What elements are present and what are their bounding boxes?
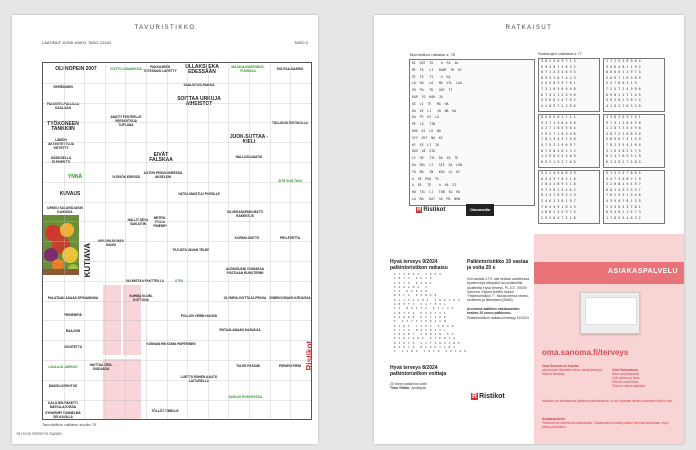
solution-row: KA VE LI JA NA RA <box>412 108 457 113</box>
ad-col1: Oma Sanoma on tarjoaa palvelukset tilanteille kertoo asiakirjoista ja hallinoi tilauksia <box>542 364 602 376</box>
solution-row: 3 1 6 4 8 2 5 7 9 <box>606 148 641 153</box>
right-page <box>374 15 684 444</box>
clue-c55: SYNKEMPI TUNNELMA SEI KAVILLA <box>45 411 81 419</box>
solution-row: 5 6 9 7 1 6 3 8 4 <box>606 75 641 80</box>
grid-line <box>43 142 311 143</box>
sudoku-solution-4 <box>603 114 665 168</box>
clue-c43: RAAJOIN <box>65 329 81 334</box>
solution-row: 6 7 1 2 3 4 8 9 5 <box>541 70 576 75</box>
solution-row: 7 6 4 5 9 1 8 2 3 <box>541 204 576 209</box>
customer-service-ad[interactable] <box>534 234 684 444</box>
grid-line <box>43 202 311 203</box>
solution-row: 2 4 5 8 3 9 7 6 1 <box>541 81 576 86</box>
ad-title: ASIAKASPALVELU <box>607 268 678 275</box>
solution-row: 2 9 5 8 4 7 5 1 6 <box>541 215 576 220</box>
solution-row: 7 8 2 5 3 1 9 4 6 <box>606 193 641 198</box>
clue-c10: SOITTAA URKUJA AIHEISTOT <box>177 95 221 107</box>
solution-row: 6 9 3 1 9 2 7 6 5 <box>541 159 576 164</box>
clue-c20: YLEISÖN EDESSÄ <box>112 175 140 180</box>
solution-row: A U T O K A R I <box>394 281 432 285</box>
solution-row: 6 1 3 9 2 7 5 8 4 <box>606 159 641 164</box>
solution-row: 3 4 6 2 3 8 1 9 7 <box>541 198 576 203</box>
solution-row: 1 7 2 5 3 8 9 6 4 <box>606 59 641 63</box>
solution-row: 7 8 2 3 5 9 1 6 4 <box>606 142 641 147</box>
solution-row: 6 9 8 2 2 7 1 4 5 <box>606 92 641 97</box>
clue-c44: RUTAALANAAN KAAVAIJA <box>219 328 261 333</box>
solution-row: T A R A I T A K T L A D <box>394 307 454 311</box>
grid-line <box>43 340 311 341</box>
clue-c46: KONNAN RIKKOMA PAPERINEN <box>146 342 196 347</box>
clue-c52: LUETTU ENNEN AAUTO LAITURELLA <box>180 375 218 383</box>
clue-c28: METRO-POLIA PINEMPI <box>153 216 167 228</box>
solution-row: 6 7 4 2 1 2 3 9 8 <box>541 92 576 97</box>
clue-c29: KORKKI-MATTO <box>234 236 260 241</box>
clue-c27: HALLIT-SEVA VAKUUTIN <box>127 218 149 226</box>
clue-c53: KALOJEN PAKETTI MATKA-AJOISSA <box>48 401 78 409</box>
prize-heading: Palkintoristikko 10 vastaa ja voita 20 e <box>467 259 529 271</box>
solution-row: TA MA IN KOS LA KI <box>412 169 460 174</box>
solution-row: 4 3 9 6 7 8 1 2 5 <box>606 198 641 203</box>
clue-c3: PAKKASEEN TOTESSASI LAPETTY <box>143 65 177 73</box>
ristikot-logo: R Ristikot <box>417 207 446 213</box>
clue-c32: MUU MAAILMAN SANOI <box>98 239 124 247</box>
crossword-solution <box>409 59 535 206</box>
puzzle-author: LAATINUT JUSSI HAKO, TASO 12140 <box>42 40 111 45</box>
solution-row: 8 7 5 8 4 6 1 3 2 <box>541 148 576 153</box>
clue-c17: EIVÄT FALSKAA <box>149 151 173 163</box>
winner-heading-2: Hyvä terveys 8/2024 palkintoristikon voittaja <box>390 365 447 377</box>
clue-c19: YNNÄ <box>67 174 83 181</box>
clue-c11: TYÖKONEEN TANKKIIN <box>47 120 79 132</box>
ad-header-band <box>534 262 684 284</box>
page-footer: 78 HYVÄ TERVEYS SUDEK <box>16 432 62 436</box>
solution-row: 5 4 7 3 6 8 2 1 9 <box>606 176 641 181</box>
solution-row: 4 3 8 2 6 9 7 5 1 <box>606 115 641 119</box>
clue-c47: LAULAJA JARKKO <box>48 365 78 370</box>
otavamedia-logo: Otavamedia <box>466 204 494 216</box>
clue-c1: OLI NOPEIN 2007 <box>55 66 97 73</box>
solution-row: 3 2 6 8 1 5 4 9 7 <box>606 182 641 187</box>
solution-row: KA DEL LI SIE SA LON <box>412 162 462 167</box>
solution-row: 1 8 6 2 3 4 9 7 5 <box>541 210 576 215</box>
grid-line <box>43 380 311 381</box>
sudoku-solution-6 <box>603 170 665 224</box>
solution-row: A N T O A U T O <box>394 277 432 281</box>
clue-c45: OSOITETTU <box>63 345 83 350</box>
solution-row: 5 2 1 4 5 6 8 3 9 <box>541 171 576 175</box>
solution-row: 1 2 9 8 5 4 3 6 9 <box>541 154 576 159</box>
winner-heading-1: Hyvä terveys 9/2024 palkintoristikon ratkaisu <box>390 259 448 271</box>
solution-row: 3 8 2 5 6 9 7 1 4 <box>541 59 576 63</box>
clue-c42: POLLEN VERBI HAVUSI <box>180 314 218 319</box>
clue-c15: LÄMÖN AKTIIVITETTOJA VIETETTY <box>48 138 74 150</box>
ad-url-link[interactable]: oma.sanoma.fi/terveys <box>542 348 629 357</box>
solution-row: PE LÄ TIN <box>412 122 436 127</box>
solution-row: LY HE TIL RA VA TE <box>412 156 459 161</box>
clue-c36: UTSII <box>174 279 184 284</box>
sudoku-solution-3 <box>538 114 600 168</box>
caption: Tavuristikon ratkaisu sivulla 79. <box>42 422 98 427</box>
laptop-illustration <box>580 292 640 334</box>
solution-row: SYY HYT NO KI <box>412 135 443 140</box>
grid-line <box>43 241 311 242</box>
solution-row: T A D A K A R <box>394 290 427 294</box>
solution-row: I L L O M A I R A T L <box>394 328 446 332</box>
solution-row: 8 6 8 6 1 2 9 7 3 <box>606 70 641 75</box>
solution-row: 5 9 4 8 7 1 6 3 2 <box>541 64 576 69</box>
grid-line <box>43 301 311 302</box>
solution-row: 8 9 3 1 6 7 4 2 5 <box>541 75 576 80</box>
clue-c9: PALKINTO-PALLILLA KAULAAN <box>46 102 80 110</box>
solution-row: E K E L Ä R I K O T A N A <box>394 346 455 350</box>
solution-row: SE LI TE MA HA <box>412 101 449 106</box>
grid-line <box>43 221 311 222</box>
solution-row: N I E T O S I T A N O I N E <box>394 341 460 345</box>
solution-row: S T O K E S A K K A <box>394 273 441 276</box>
ad-note-2: Asiakaspalvelu Palvelumme rakennettu asiakkaalle. Tilaamallasi lehdellä pääset helposti asioimaan myös yritys-palveluihin. <box>542 417 669 429</box>
solution-row: 2 5 9 6 4 3 7 8 1 <box>606 204 641 209</box>
ad-col2: Oma Sanomassa Näet omat tilaukset Voit vaihtaa ja tilata Päivitä omat tiedot Tilaa ja maksa laskuitta <box>612 368 646 388</box>
solution-row: PO PO TK VAT TI <box>412 88 453 93</box>
clue-c24: VATSA MAISTUU PORSLLE <box>178 192 220 197</box>
clue-c49: TULEE PASSIIN <box>236 364 260 369</box>
grid-line <box>43 360 311 361</box>
solution-row: A SE PUU TE <box>412 176 439 181</box>
grid-line <box>43 320 311 321</box>
puzzle-level: TASO 2 <box>294 40 308 45</box>
sudoku-solution-5 <box>538 170 600 224</box>
solution-row: 3 2 7 1 9 6 4 5 8 <box>541 120 576 125</box>
solution-row: R E L A P O N K E <box>394 294 437 298</box>
solution-row: 5 6 7 2 1 6 8 3 4 <box>606 131 641 136</box>
grid-line <box>43 281 311 282</box>
grid-line <box>43 182 311 183</box>
solution-row: 2 9 2 7 1 6 3 4 8 <box>541 131 576 136</box>
page-title: RATKAISUT <box>505 25 553 31</box>
solution-row: 1 2 8 7 3 5 4 9 6 <box>606 126 641 131</box>
ad-note: Haluatko sa tarvittaessa julkaista palvelutilanne Ja voit lopettaa lehden tilauksesi milloin vain. <box>542 399 674 403</box>
solution-row: 4 1 8 9 7 2 3 5 6 <box>541 103 576 108</box>
solution-row: Ä N E T I S A T E I L <box>394 303 446 307</box>
clue-c23: KUVAUS <box>59 191 81 198</box>
solution-row: 7 2 1 6 5 6 9 4 8 <box>541 86 576 91</box>
solution-row: I L I K O T A V U S A T U H <box>394 350 466 354</box>
solution-row: 8 2 4 7 6 5 3 1 9 <box>606 154 641 159</box>
grid-line <box>43 83 311 84</box>
solution-row: 2 8 4 2 8 9 5 1 8 <box>541 182 576 187</box>
solution-row: PI TE TI A KA <box>412 74 451 79</box>
solution-row: K O R I L S R O O M A R <box>394 324 454 328</box>
solution-row: 7 2 5 7 2 4 9 8 6 <box>606 86 641 91</box>
solution-row: KAP TO HAR JA <box>412 94 443 99</box>
side-logo: Ristikot <box>305 341 314 371</box>
clue-c16: KÄSIKSELLA ELEMENTTI <box>50 156 72 164</box>
solution-row: 7 8 1 5 4 3 2 9 6 <box>541 137 576 142</box>
solution-row: LO HO LO MA VIL LAA <box>412 81 462 86</box>
solution-row: KA PY KY LÄ <box>412 115 439 120</box>
solution-row: 8 6 1 4 9 2 3 5 7 <box>606 187 641 192</box>
clue-c39: OLYMPIA-VOITTAJA PEKKA <box>223 296 267 301</box>
clue-c50: PIENENI PIENI <box>279 364 301 369</box>
solution-row: 9 7 3 8 1 5 4 6 2 <box>541 187 576 192</box>
clue-c2: VOITTO-VAMAKKSIA <box>110 67 142 72</box>
solution-row: E S O I T T O R A A N <box>394 320 446 324</box>
clue-c12: ANATTI PENTEELLE VERSIOITSIJA TUPLANA <box>110 115 142 127</box>
prize-crossword-solution <box>392 273 466 357</box>
solution-row: KY SE LI JÄ <box>412 142 439 147</box>
solution-row: 3 5 6 4 8 7 1 9 2 <box>606 64 641 69</box>
solution-row: K O K O U K S A T E R I A <box>394 337 455 341</box>
solution-row: 3 2 7 1 8 5 5 6 4 <box>541 126 576 131</box>
solution-row: 2 4 7 8 6 3 1 9 <box>606 81 637 86</box>
crossword-grid[interactable] <box>42 62 312 420</box>
clue-c40: ENNEN DISAKE-KIRJASSA <box>269 296 311 301</box>
clue-c54: JOSKUS PUSEROSSA <box>227 395 262 400</box>
solution-row: RUS KI LU NO <box>412 128 441 133</box>
clue-c34: AUDIOSUANI VOIMAKSA POSTIAAN RUNOTERMI <box>225 267 265 275</box>
sol2-label: Sudokujen ratkaisut s.77 <box>538 51 582 56</box>
solution-row: RÄS VÄ SIU <box>412 149 436 154</box>
winner-text: 20 euron palkinnon voitti Timo Ylitalo, Jyväskylä. <box>390 382 427 391</box>
grid-line <box>43 122 311 123</box>
solution-row: A SE TE A VA SI <box>412 183 457 188</box>
clue-c13: TÄLLÄKIN RISTIKOLLA <box>272 121 308 126</box>
solution-row: 6 9 4 8 2 1 5 7 3 <box>606 210 641 215</box>
clue-c25: URKKU SALAVIDJAKIN KAIKISSA <box>47 206 83 214</box>
clue-c6: SOUTAA-SAARIO <box>276 67 304 72</box>
solution-row: 9 7 5 1 2 8 4 3 6 <box>606 120 641 125</box>
solution-row: A A R R E O S T I R E <box>394 315 446 319</box>
solution-row: 8 4 6 5 8 2 7 1 1 <box>541 115 576 119</box>
clue-c56: TÖLLÖT-TIMELLE <box>151 409 179 414</box>
clue-c38: KUHMA KUUM-KOTTONA <box>129 294 153 302</box>
solution-row: P A K A N A T <box>394 285 427 289</box>
fruit-photo <box>43 215 79 275</box>
clue-c18: HALLUSI-NAATIO <box>235 155 263 160</box>
clue-c33: TIU'USTA VAVAH-TELEE <box>172 248 210 253</box>
clue-c35: VALMISTAA PAKTTEILLA <box>125 279 165 284</box>
clue-c21: AUTON PESUKONEESSA AKSELEIN <box>143 171 183 179</box>
clue-c5: MAJAVA-RAKENNUS-PUUNSSA <box>231 65 265 73</box>
solution-row: 8 1 4 7 6 9 3 2 5 <box>541 193 576 198</box>
solution-row: A R T T U K O K T T I <box>394 311 446 315</box>
solution-row: P L I S U U R I A N K Y R Ä <box>394 298 460 302</box>
left-page <box>12 15 318 444</box>
clue-c30: PRO-FEETTA <box>279 236 301 241</box>
solution-row: 6 3 4 5 7 8 2 1 6 <box>541 176 576 181</box>
kutiava-clue: KUTIAVA <box>83 243 92 278</box>
clue-c26: SILVEKASKENIN MATTI RAKENTUS <box>226 210 263 218</box>
solution-row: 5 3 6 8 1 4 7 9 2 <box>541 98 576 103</box>
grid-line <box>43 103 311 104</box>
solution-row: 2 8 9 6 7 4 1 5 9 <box>606 137 641 142</box>
page-title: TAVURISTIKKO <box>134 25 196 31</box>
solution-row: KI ROT TU A PA JA <box>412 61 459 65</box>
clue-c37: PALATAAN ASAAA SPISIANKINA <box>47 296 99 301</box>
grid-line <box>43 400 311 401</box>
prize-body: Voit vastata 17.9. asti netissä osoitteessa hyvaterveys.fi/kilpailut tai postikortilla osoitteella Hyvä terveys, PL 107, 00040 Sanoma. Kirjoita korttiin tunnus "Palkintoristikko 7". Muista kertoa nimesi, osoitteesi ja liittamisesi (IBAN). Arvomme kaikkien vastanneiden kesken 20 euron palkinnon. Palkintoristikon ratkaisu ilmestyy 11/2024. <box>467 277 530 320</box>
ristikot-logo-2: R Ristikot <box>472 393 505 400</box>
solution-row: HO TEL LI TON SU RU <box>412 190 460 195</box>
solution-row: 4 1 9 5 7 8 3 2 6 <box>606 103 641 108</box>
solution-row: 4 7 5 2 2 5 6 9 7 <box>541 142 576 147</box>
sudoku-solution-2 <box>603 58 665 112</box>
clue-c8: SAALISTUS-PAIKKA <box>183 83 215 88</box>
solution-row: 3 9 2 8 2 3 8 7 4 <box>606 98 641 103</box>
clue-c51: MAKSU-KEHOTUS <box>48 384 78 389</box>
sudoku-solution-1 <box>538 58 600 112</box>
clue-c41: PIENEMPIÄ <box>64 313 82 318</box>
sol1-label: Tavuristikon ratkaisu s. 78 <box>409 52 456 57</box>
clue-c7: VIHREÄINEN <box>53 85 73 90</box>
clue-c14: JUOK-SUTTAA -KIELI <box>229 133 269 145</box>
solution-row: 1 7 8 9 5 4 6 3 2 <box>606 215 641 220</box>
solution-row: LA MA KAT SO MI NEN <box>412 196 460 201</box>
solution-row: S N A R T A M M A N E O <box>394 333 454 337</box>
solution-row: 9 1 3 2 4 7 8 6 5 <box>606 171 641 175</box>
clue-c48: HAITTAA VESI-SOIDASSA <box>89 363 113 371</box>
grid-line <box>43 261 311 262</box>
solution-row: MI TA LI RANT TO RI <box>412 67 462 72</box>
clue-c4: ULLAKSI EKA EDESSÄÄN <box>185 63 219 75</box>
clue-c22: SITÄ SUN TAYA <box>278 179 302 184</box>
grid-line <box>43 162 311 163</box>
